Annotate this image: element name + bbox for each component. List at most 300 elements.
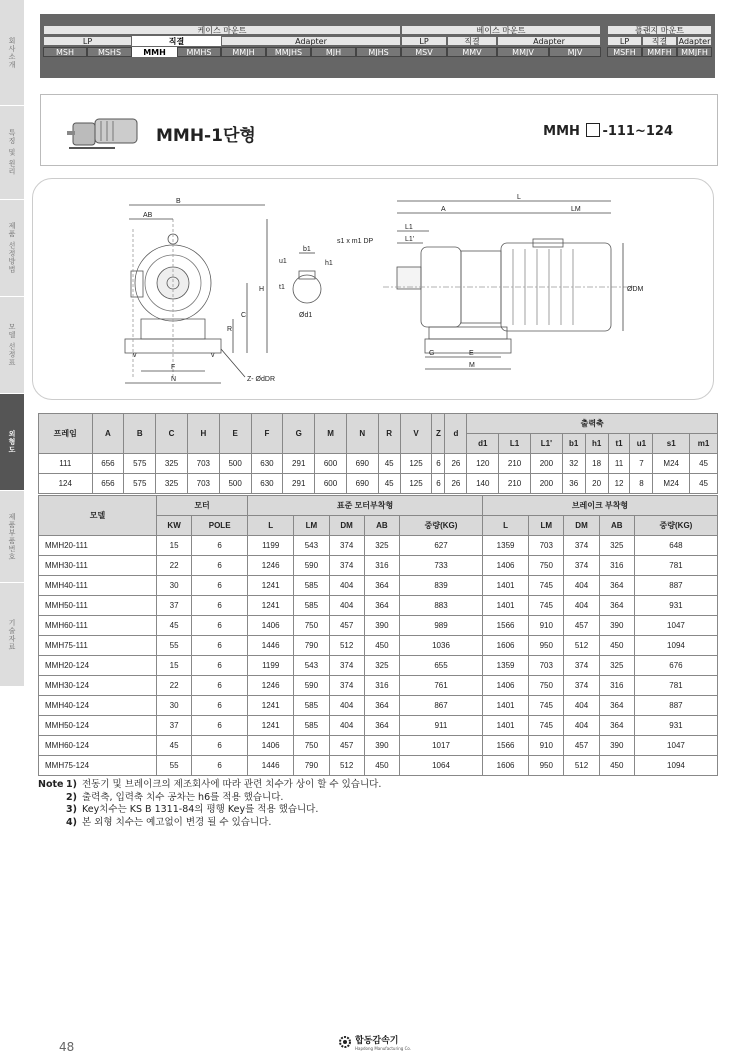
table-cell: 745 — [529, 576, 564, 596]
table-cell: 364 — [599, 716, 634, 736]
table-cell: 989 — [400, 616, 483, 636]
table-cell: 781 — [634, 556, 717, 576]
table-cell: 600 — [315, 454, 347, 474]
side-tab-selection[interactable]: 제품 선정방법 — [0, 200, 24, 297]
nav-case-adapter[interactable]: Adapter — [221, 36, 401, 46]
dim-label-f: F — [171, 364, 176, 371]
table-cell: 512 — [564, 636, 599, 656]
table-cell: 404 — [564, 716, 599, 736]
note-row — [38, 817, 381, 830]
table-cell: 45 — [378, 454, 400, 474]
nav-model-mmfh[interactable]: MMFH — [642, 47, 677, 57]
dim-label-u1: u1 — [279, 258, 287, 265]
table-cell: 656 — [92, 454, 124, 474]
table-cell: 703 — [529, 536, 564, 556]
note-row — [38, 804, 381, 817]
table-cell: 210 — [499, 454, 531, 474]
col-header-z: Z — [432, 414, 445, 454]
table-cell: 37 — [157, 716, 192, 736]
table-cell: 839 — [400, 576, 483, 596]
table-cell: 30 — [157, 696, 192, 716]
nav-model-mmjhs[interactable]: MMJHS — [266, 47, 311, 57]
table-cell: 761 — [400, 676, 483, 696]
table-cell: 390 — [599, 616, 634, 636]
table-cell: 585 — [294, 596, 329, 616]
frame-dimension-table — [38, 413, 718, 494]
dim-label-s1m1: s1 x m1 DP — [337, 238, 374, 245]
table-cell: 7 — [630, 454, 653, 474]
table-cell: 22 — [157, 556, 192, 576]
side-tab-model-table[interactable]: 모델 선정표 — [0, 297, 24, 394]
table-cell: 32 — [562, 454, 585, 474]
nav-model-mmjh[interactable]: MMJH — [221, 47, 266, 57]
side-view-drawing — [337, 194, 644, 369]
dim-label-v-right: v — [211, 352, 215, 359]
table-cell: 690 — [346, 474, 378, 494]
table-cell: 585 — [294, 716, 329, 736]
table-cell: 887 — [634, 696, 717, 716]
table-row — [39, 676, 718, 696]
dim-label-c: C — [241, 312, 247, 319]
nav-model-msh[interactable]: MSH — [43, 47, 87, 57]
table-cell: 703 — [187, 474, 219, 494]
side-navigation — [0, 0, 24, 1060]
table-cell: 911 — [400, 716, 483, 736]
company-logo — [338, 1033, 411, 1051]
dim-label-b1: b1 — [303, 246, 311, 253]
dim-label-dm: ØDM — [627, 286, 644, 293]
gear-logo-icon — [338, 1035, 352, 1049]
table-cell: MMH50-124 — [39, 716, 157, 736]
table-cell: 500 — [219, 454, 251, 474]
table-cell: 745 — [529, 696, 564, 716]
nav-model-mmjv[interactable]: MMJV — [497, 47, 549, 57]
table-cell: 45 — [378, 474, 400, 494]
table-row — [39, 556, 718, 576]
side-tab-outline[interactable]: 외형도 — [0, 394, 24, 491]
front-view-drawing — [125, 198, 275, 383]
table-cell: 291 — [283, 474, 315, 494]
table-cell: 26 — [445, 454, 467, 474]
table-cell: 600 — [315, 474, 347, 494]
table-cell: 37 — [157, 596, 192, 616]
table-cell: 575 — [124, 474, 156, 494]
table-cell: 374 — [329, 676, 364, 696]
nav-model-msfh[interactable]: MSFH — [607, 47, 642, 57]
nav-model-mmh[interactable]: MMH — [132, 47, 177, 57]
model-prefix: MMH — [543, 124, 580, 139]
table-cell: MMH75-124 — [39, 756, 157, 776]
table-cell: M24 — [653, 454, 690, 474]
table-cell: 364 — [599, 596, 634, 616]
model-suffix: -111~124 — [602, 124, 673, 139]
col-header-brake-weight: 중량(KG) — [634, 516, 717, 536]
table-cell: 12 — [608, 474, 630, 494]
table-cell: 45 — [690, 474, 718, 494]
nav-model-mmhs[interactable]: MMHS — [177, 47, 221, 57]
table-cell: 125 — [400, 454, 432, 474]
table-cell: MMH20-124 — [39, 656, 157, 676]
table-cell: 325 — [364, 536, 399, 556]
table-cell: 745 — [529, 596, 564, 616]
table-cell: 1359 — [483, 536, 529, 556]
table-cell: 656 — [92, 474, 124, 494]
table-cell: 8 — [630, 474, 653, 494]
table-cell: 404 — [564, 576, 599, 596]
dim-label-ab: AB — [143, 212, 153, 219]
table-cell: 374 — [329, 536, 364, 556]
table-cell: 630 — [251, 474, 283, 494]
model-placeholder-box — [586, 123, 600, 137]
table-row — [39, 656, 718, 676]
table-cell: 404 — [329, 596, 364, 616]
table-cell: 585 — [294, 696, 329, 716]
table-cell: 745 — [529, 716, 564, 736]
col-header-brake-dm: DM — [564, 516, 599, 536]
table-cell: 210 — [499, 474, 531, 494]
note-number: 2) — [66, 791, 77, 803]
table-cell: 6 — [192, 616, 248, 636]
col-header-m1: m1 — [690, 434, 718, 454]
table-cell: 500 — [219, 474, 251, 494]
col-header-a: A — [92, 414, 124, 454]
table-cell: 1406 — [248, 736, 294, 756]
table-cell: 575 — [124, 454, 156, 474]
table-cell: 1359 — [483, 656, 529, 676]
model-range-title — [543, 123, 673, 139]
table-cell: 457 — [564, 736, 599, 756]
table-cell: 374 — [329, 656, 364, 676]
table-cell: 627 — [400, 536, 483, 556]
table-cell: MMH40-124 — [39, 696, 157, 716]
table-row — [39, 536, 718, 556]
table-cell: 457 — [329, 736, 364, 756]
table-cell: 316 — [599, 556, 634, 576]
table-cell: 15 — [157, 536, 192, 556]
table-cell: 45 — [157, 736, 192, 756]
nav-model-mmjfh[interactable]: MMJFH — [677, 47, 712, 57]
col-header-c: C — [156, 414, 188, 454]
table-cell: 45 — [157, 616, 192, 636]
table-cell: 1064 — [400, 756, 483, 776]
table-row — [39, 596, 718, 616]
dim-label-v-left: v — [133, 352, 137, 359]
col-header-output-shaft: 출력축 — [467, 414, 718, 434]
table-cell: 404 — [329, 576, 364, 596]
table-row — [39, 616, 718, 636]
table-cell: 910 — [529, 736, 564, 756]
table-cell: 1241 — [248, 716, 294, 736]
col-header-brake-motor: 브레이크 부착형 — [483, 496, 718, 516]
note-text: 출력축, 입력축 치수 공차는 h6를 적용 했습니다. — [82, 791, 284, 803]
dim-label-l: L — [517, 194, 521, 201]
col-header-frame: 프레임 — [39, 414, 93, 454]
nav-model-mshs[interactable]: MSHS — [87, 47, 132, 57]
table-cell: 512 — [329, 756, 364, 776]
table-cell: 6 — [432, 474, 445, 494]
table-cell: 125 — [400, 474, 432, 494]
table-cell: 1246 — [248, 676, 294, 696]
nav-flange-direct[interactable]: 직결 — [642, 36, 677, 46]
table-cell: 867 — [400, 696, 483, 716]
table-cell: MMH50-111 — [39, 596, 157, 616]
table-cell: 648 — [634, 536, 717, 556]
table-cell: 1566 — [483, 616, 529, 636]
table-cell: 374 — [329, 556, 364, 576]
col-header-brake-lm: LM — [529, 516, 564, 536]
table-cell: 457 — [564, 616, 599, 636]
col-header-l1: L1 — [499, 434, 531, 454]
table-cell: 364 — [364, 596, 399, 616]
col-header-standard-motor: 표준 모터부착형 — [248, 496, 483, 516]
title-box — [40, 94, 718, 166]
table-cell: 1406 — [483, 556, 529, 576]
col-header-pole: POLE — [192, 516, 248, 536]
table-cell: 374 — [564, 556, 599, 576]
table-cell: 1199 — [248, 536, 294, 556]
dim-label-h1: h1 — [325, 260, 333, 267]
table-cell: MMH30-124 — [39, 676, 157, 696]
nav-case-lp[interactable]: LP — [43, 36, 132, 46]
nav-model-msv[interactable]: MSV — [401, 47, 447, 57]
side-tab-features[interactable]: 특징 및 원리 — [0, 106, 24, 200]
table-cell: 931 — [634, 716, 717, 736]
nav-model-mjv[interactable]: MJV — [549, 47, 601, 57]
table-cell: 703 — [529, 656, 564, 676]
table-cell: 512 — [564, 756, 599, 776]
dim-label-g: G — [429, 350, 435, 357]
table-cell: 512 — [329, 636, 364, 656]
table-cell: 374 — [564, 656, 599, 676]
col-header-std-ab: AB — [364, 516, 399, 536]
page-title: MMH-1단형 — [156, 126, 256, 146]
company-name-en: Hapdong Manufacturing Co. — [355, 1046, 412, 1051]
table-cell: 404 — [329, 696, 364, 716]
table-cell: 374 — [564, 676, 599, 696]
table-cell: 1406 — [483, 676, 529, 696]
side-tab-parts[interactable]: 제품부품번호 — [0, 491, 24, 583]
col-header-h1: h1 — [585, 434, 608, 454]
col-header-v: V — [400, 414, 432, 454]
model-dimension-table — [38, 495, 718, 776]
nav-flange-lp[interactable]: LP — [607, 36, 642, 46]
table-cell: 291 — [283, 454, 315, 474]
table-cell: 6 — [192, 576, 248, 596]
side-tab-tech[interactable]: 기술자료 — [0, 583, 24, 687]
table-cell: 1094 — [634, 636, 717, 656]
table-cell: 390 — [364, 736, 399, 756]
nav-flange-adapter[interactable]: Adapter — [678, 37, 711, 46]
table-cell: 325 — [156, 454, 188, 474]
dim-label-e: E — [469, 350, 474, 357]
table-cell: 36 — [562, 474, 585, 494]
table-cell: 750 — [529, 676, 564, 696]
table-row — [39, 576, 718, 596]
model-dimension-body — [39, 536, 718, 776]
table-cell: 6 — [192, 676, 248, 696]
table-cell: 1401 — [483, 576, 529, 596]
table-cell: 390 — [599, 736, 634, 756]
table-cell: 931 — [634, 596, 717, 616]
table-cell: 6 — [192, 636, 248, 656]
table-cell: 404 — [564, 596, 599, 616]
col-header-m: M — [315, 414, 347, 454]
table-cell: 140 — [467, 474, 499, 494]
table-row — [39, 736, 718, 756]
col-header-brake-l: L — [483, 516, 529, 536]
note-number: 1) — [66, 779, 77, 790]
table-cell: 1241 — [248, 696, 294, 716]
table-cell: 364 — [364, 576, 399, 596]
table-cell: 1446 — [248, 636, 294, 656]
nav-flange-mount[interactable]: 플랜지 마운트 — [607, 25, 712, 35]
col-header-l1-prime: L1' — [530, 434, 562, 454]
note-label: Note — [38, 779, 64, 790]
col-header-b: B — [124, 414, 156, 454]
nav-model-mjhs[interactable]: MJHS — [356, 47, 401, 57]
table-cell: 364 — [599, 696, 634, 716]
table-cell: 1199 — [248, 656, 294, 676]
note-number: 4) — [66, 816, 77, 828]
table-cell: 950 — [529, 756, 564, 776]
table-cell: 124 — [39, 474, 93, 494]
note-text: 본 외형 치수는 예고없이 변경 될 수 있습니다. — [82, 816, 272, 828]
nav-model-mjh[interactable]: MJH — [311, 47, 356, 57]
table-cell: 690 — [346, 454, 378, 474]
table-cell: 781 — [634, 676, 717, 696]
table-cell: 457 — [329, 616, 364, 636]
notes-section — [38, 779, 381, 829]
table-row — [39, 474, 718, 494]
table-cell: 6 — [192, 696, 248, 716]
table-cell: 1446 — [248, 756, 294, 776]
dim-label-h: H — [259, 286, 265, 293]
col-header-h: H — [187, 414, 219, 454]
table-cell: 703 — [187, 454, 219, 474]
table-row — [39, 696, 718, 716]
table-cell: 590 — [294, 556, 329, 576]
nav-model-mmv[interactable]: MMV — [447, 47, 497, 57]
table-cell: 18 — [585, 454, 608, 474]
table-cell: 325 — [599, 536, 634, 556]
table-cell: 450 — [599, 636, 634, 656]
table-cell: 1246 — [248, 556, 294, 576]
table-cell: 950 — [529, 636, 564, 656]
table-cell: 6 — [192, 596, 248, 616]
col-header-std-dm: DM — [329, 516, 364, 536]
table-row — [39, 636, 718, 656]
col-header-std-lm: LM — [294, 516, 329, 536]
dim-label-r: R — [227, 326, 233, 333]
table-cell: 676 — [634, 656, 717, 676]
dim-label-lm: LM — [571, 206, 581, 213]
table-cell: 1566 — [483, 736, 529, 756]
table-cell: MMH60-111 — [39, 616, 157, 636]
table-row — [39, 454, 718, 474]
table-cell: 750 — [294, 616, 329, 636]
col-header-std-l: L — [248, 516, 294, 536]
table-cell: 6 — [192, 656, 248, 676]
table-cell: 325 — [364, 656, 399, 676]
col-header-e: E — [219, 414, 251, 454]
outline-drawing — [32, 178, 714, 400]
table-cell: 883 — [400, 596, 483, 616]
table-cell: 733 — [400, 556, 483, 576]
note-row — [38, 779, 381, 792]
nav-base-mount[interactable]: 베이스 마운트 — [401, 25, 601, 35]
col-header-f: F — [251, 414, 283, 454]
dim-label-t1: t1 — [279, 284, 285, 291]
table-cell: 1047 — [634, 736, 717, 756]
table-cell: 543 — [294, 656, 329, 676]
table-cell: 6 — [192, 716, 248, 736]
nav-base-direct[interactable]: 직결 — [447, 36, 497, 46]
nav-case-mount[interactable]: 케이스 마운트 — [43, 25, 401, 35]
nav-base-adapter[interactable]: Adapter — [497, 36, 601, 46]
frame-dimension-body — [39, 454, 718, 494]
nav-base-lp[interactable]: LP — [401, 36, 447, 46]
table-cell: 750 — [529, 556, 564, 576]
table-cell: 910 — [529, 616, 564, 636]
dim-label-l1: L1 — [405, 224, 413, 231]
table-cell: MMH20-111 — [39, 536, 157, 556]
shaft-section-drawing — [279, 246, 333, 319]
table-cell: 1401 — [483, 716, 529, 736]
table-cell: 1401 — [483, 596, 529, 616]
nav-case-direct[interactable]: 직결 — [132, 36, 221, 46]
table-cell: 6 — [192, 756, 248, 776]
table-cell: 6 — [192, 536, 248, 556]
table-cell: 26 — [445, 474, 467, 494]
table-cell: 316 — [599, 676, 634, 696]
page-number: 48 — [59, 1040, 75, 1054]
table-cell: 450 — [364, 636, 399, 656]
col-header-d: d — [445, 414, 467, 454]
table-cell: 543 — [294, 536, 329, 556]
table-row — [39, 756, 718, 776]
dim-label-zdr: Z- ØdDR — [247, 376, 275, 383]
table-cell: 22 — [157, 676, 192, 696]
table-cell: 364 — [364, 696, 399, 716]
table-cell: 1241 — [248, 576, 294, 596]
table-cell: 1406 — [248, 616, 294, 636]
table-cell: 6 — [432, 454, 445, 474]
table-cell: 404 — [564, 696, 599, 716]
dim-label-b: B — [176, 198, 181, 205]
table-cell: 1036 — [400, 636, 483, 656]
col-header-u1: u1 — [630, 434, 653, 454]
table-cell: 200 — [530, 474, 562, 494]
table-cell: 1241 — [248, 596, 294, 616]
dim-label-n: N — [171, 376, 177, 383]
dim-label-l1-prime: L1' — [405, 236, 415, 243]
note-text: 전동기 및 브레이크의 제조회사에 따라 관련 치수가 상이 할 수 있습니다. — [82, 779, 382, 790]
mount-type-navigation — [40, 14, 715, 78]
table-cell: 200 — [530, 454, 562, 474]
table-cell: MMH60-124 — [39, 736, 157, 756]
side-tab-company[interactable]: 회사소개 — [0, 0, 24, 106]
table-cell: 655 — [400, 656, 483, 676]
table-cell: 1606 — [483, 756, 529, 776]
table-cell: 790 — [294, 756, 329, 776]
col-header-r: R — [378, 414, 400, 454]
table-cell: 630 — [251, 454, 283, 474]
col-header-motor: 모터 — [157, 496, 248, 516]
table-cell: 1401 — [483, 696, 529, 716]
dim-label-m: M — [469, 362, 475, 369]
table-cell: 111 — [39, 454, 93, 474]
dim-label-d1: Ød1 — [299, 312, 313, 319]
